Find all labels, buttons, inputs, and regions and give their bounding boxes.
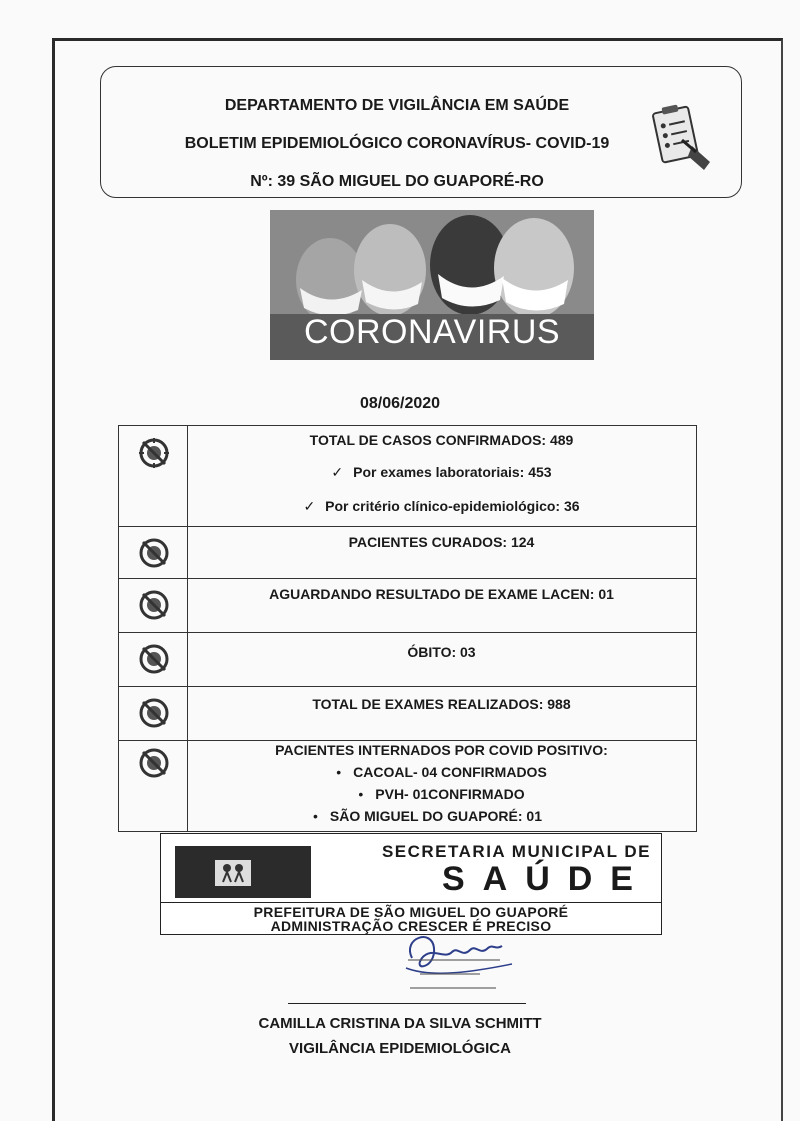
deaths: ÓBITO: 03 (407, 644, 476, 660)
hospitalized-title: PACIENTES INTERNADOS POR COVID POSITIVO: (275, 742, 608, 758)
table-row (119, 740, 696, 831)
signatory-name: CAMILLA CRISTINA DA SILVA SCHMITT (258, 1015, 542, 1032)
hospitalized-cacoal: • CACOAL- 04 CONFIRMADOS (336, 764, 547, 780)
hospitalized-pvh: • PVH- 01CONFIRMADO (358, 786, 525, 802)
hospitalized-sao-miguel: • SÃO MIGUEL DO GUAPORÉ: 01 (312, 808, 542, 824)
checklist-icon (652, 100, 714, 174)
banner-title: CORONAVIRUS (303, 313, 561, 351)
department-title: DEPARTAMENTO DE VIGILÂNCIA EM SAÚDE (224, 97, 570, 114)
logo-saude: SAÚDE (441, 860, 651, 898)
signatory-role: VIGILÂNCIA EPIDEMIOLÓGICA (289, 1040, 511, 1057)
logo-administracao: ADMINISTRAÇÃO CRESCER É PRECISO (270, 918, 552, 934)
virus-icon (137, 536, 171, 570)
check-icon: ✓ (331, 464, 344, 480)
total-exams: TOTAL DE EXAMES REALIZADOS: 988 (312, 696, 571, 712)
report-date: 08/06/2020 (359, 395, 441, 412)
logo-prefeitura: PREFEITURA DE SÃO MIGUEL DO GUAPORÉ (253, 904, 569, 920)
virus-icon (137, 746, 171, 780)
virus-icon (137, 642, 171, 676)
logo-secretaria: SECRETARIA MUNICIPAL DE (381, 842, 651, 861)
logo-image (175, 846, 311, 898)
virus-icon (137, 588, 171, 622)
lab-confirmed: ✓ Por exames laboratoriais: 453 (331, 464, 552, 480)
table-row (119, 632, 696, 687)
bulletin-title: BOLETIM EPIDEMIOLÓGICO CORONAVÍRUS- COVID-19 (184, 135, 610, 152)
clinical-confirmed: ✓ Por critério clínico-epidemiológico: 36 (303, 498, 580, 514)
virus-icon (137, 436, 171, 470)
header-box (100, 66, 742, 198)
virus-icon (137, 696, 171, 730)
check-icon: ✓ (303, 498, 316, 514)
secretaria-logo (160, 833, 662, 935)
total-confirmed: TOTAL DE CASOS CONFIRMADOS: 489 (309, 432, 574, 448)
stats-table (118, 425, 697, 832)
coronavirus-banner (270, 210, 594, 360)
bulletin-number: Nº: 39 SÃO MIGUEL DO GUAPORÉ-RO (250, 173, 544, 190)
table-row (119, 426, 696, 527)
signature-line (288, 1003, 526, 1004)
table-row (119, 578, 696, 633)
awaiting-lacen: AGUARDANDO RESULTADO DE EXAME LACEN: 01 (269, 586, 614, 602)
cured-patients: PACIENTES CURADOS: 124 (348, 534, 535, 550)
table-row (119, 526, 696, 579)
table-row (119, 686, 696, 741)
nurse-stamp (400, 950, 510, 1000)
